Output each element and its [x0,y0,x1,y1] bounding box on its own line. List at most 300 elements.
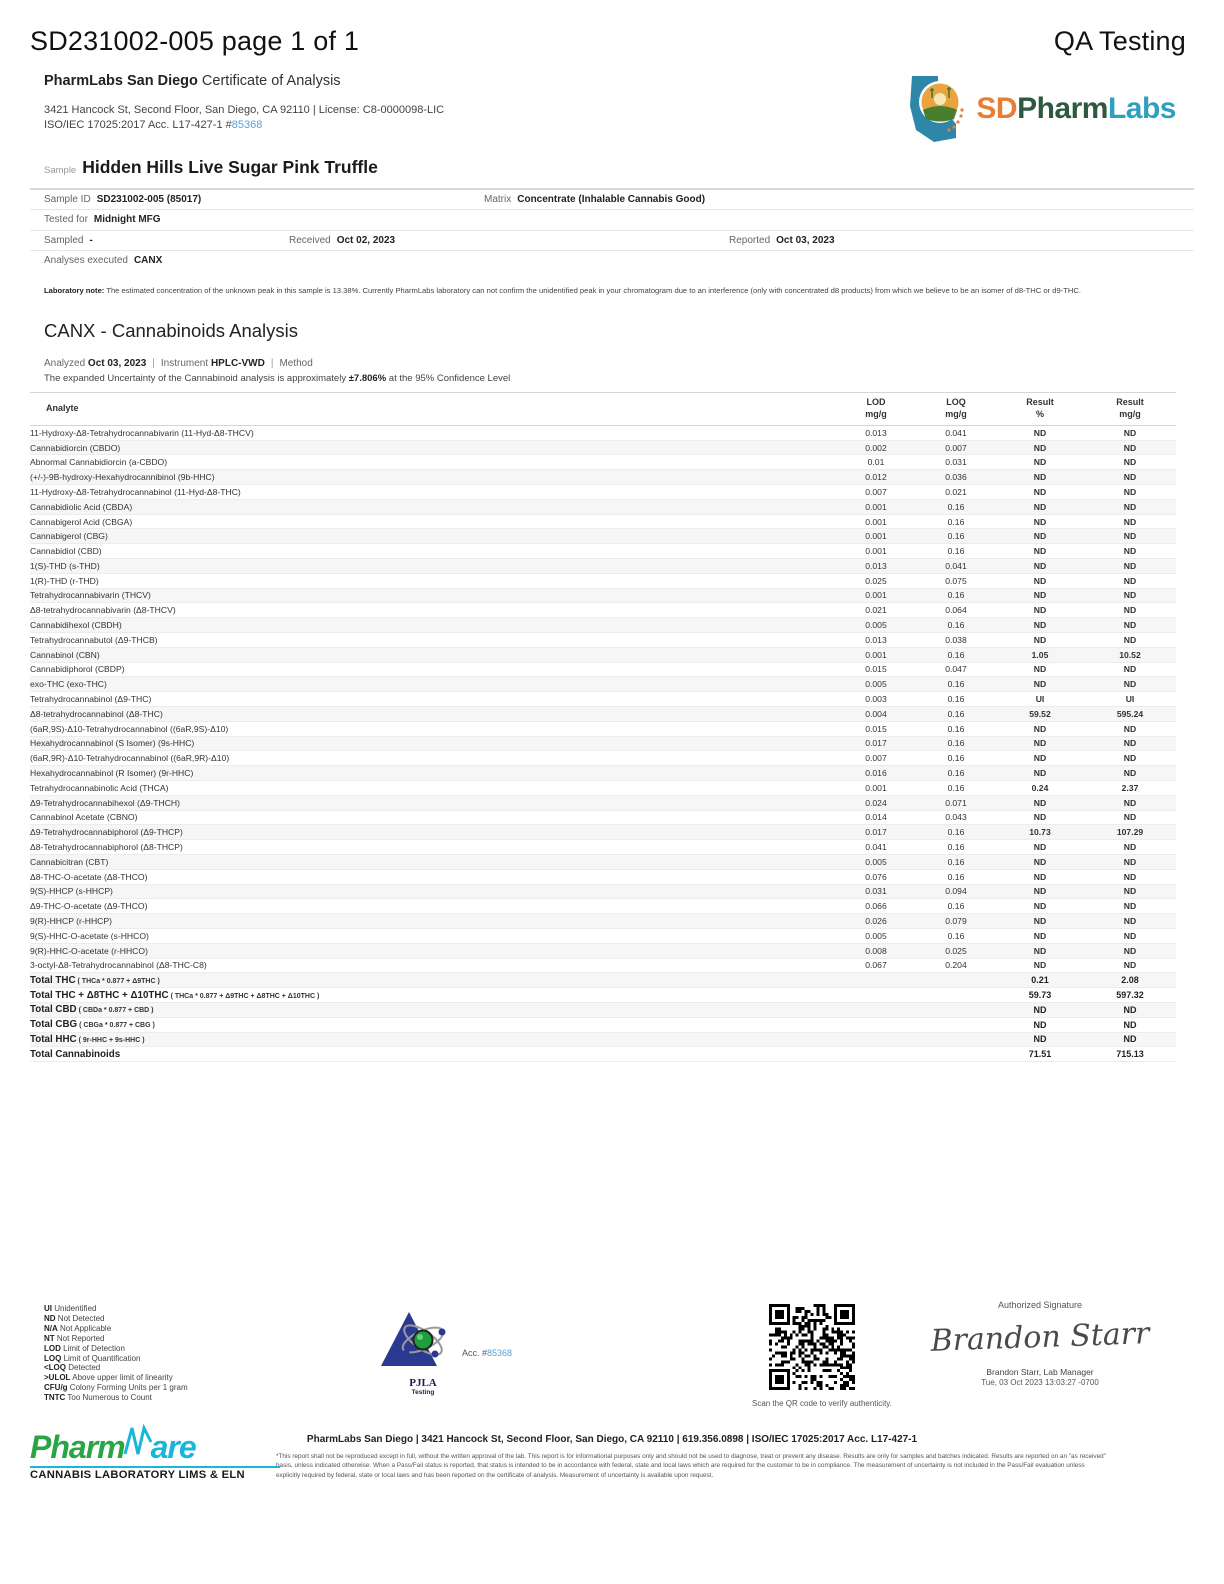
analyte-lod: 0.013 [836,559,916,574]
analyte-result-pct: ND [996,766,1084,781]
pharmware-pharm: Pharm [30,1429,125,1465]
total-label: Total CBG ( CBGa * 0.877 + CBG ) [30,1017,836,1032]
analyte-row [30,603,1176,618]
footer-disclaimer: *This report shall not be reproduced except in full, without the written approval of the lab. This report is for informational purposes only and should not be used to diagnose, treat or prevent any disease. Results are only for samples and batches indicated. Results are reported on an "as received" basis, unless indicated otherwise. When a Pass/Fail status is reported, that status is intended to be in accordance with federal, state and local laws which are required for the customer to be in compliance. The measurement of uncertainty is not included in the Pass/Fail evaluation unless explicitly required by federal, state or local laws and has been reported on the certificate of analysis. Measurement of uncertainty is available upon request. [276,1453,1106,1479]
info-row-4 [30,251,1194,271]
brand-pharm: Pharm [1017,92,1108,125]
analyte-result-pct: ND [996,884,1084,899]
analyte-loq: 0.16 [916,721,996,736]
analyte-result-pct: ND [996,721,1084,736]
analyte-result-mgg: 595.24 [1084,706,1176,721]
analyte-loq: 0.041 [916,425,996,440]
total-row [30,1047,1176,1062]
analyzed-date: Oct 03, 2023 [87,358,147,370]
analyte-result-pct: ND [996,840,1084,855]
analysis-meta: Analyzed Oct 03, 2023 | Instrument HPLC-VWD | Method [44,358,313,370]
laboratory-note [44,285,1144,296]
analyte-row [30,440,1176,455]
sampled-label: Sampled [44,234,84,246]
analyte-table-body [30,425,1176,1061]
analyte-loq: 0.16 [916,544,996,559]
analyte-lod: 0.024 [836,795,916,810]
analyte-lod: 0.016 [836,766,916,781]
analyte-result-mgg: 2.37 [1084,780,1176,795]
analyte-result-mgg: ND [1084,662,1176,677]
analyte-loq: 0.021 [916,485,996,500]
sample-label: Sample [44,164,77,176]
analyte-result-mgg: ND [1084,499,1176,514]
analyte-result-pct: ND [996,751,1084,766]
analyte-name: Cannabigerol Acid (CBGA) [30,514,836,529]
footer-lab-line: PharmLabs San Diego | 3421 Hancock St, Second Floor, San Diego, CA 92110 | 619.356.0898 | ISO/IEC 17025:2017 Acc. L17-427-1 [306,1434,918,1445]
legend-item: NT Not Reported [44,1333,105,1343]
info-row-1 [30,190,1194,211]
analyte-row [30,632,1176,647]
analyte-row [30,928,1176,943]
analyte-loq: 0.079 [916,914,996,929]
analyte-result-pct: ND [996,618,1084,633]
analyte-name: Δ8-tetrahydrocannabinol (Δ8-THC) [30,706,836,721]
analyte-row [30,914,1176,929]
analyte-name: Cannabigerol (CBG) [30,529,836,544]
header-lod: LOD mg/g [836,393,916,426]
total-result-mgg: ND [1084,1032,1176,1047]
analyte-row [30,899,1176,914]
total-label: Total HHC ( 9r-HHC + 9s-HHC ) [30,1032,836,1047]
total-result-mgg: ND [1084,1017,1176,1032]
lab-name: PharmLabs San Diego [44,73,198,89]
sample-name: Hidden Hills Live Sugar Pink Truffle [82,156,378,177]
analyte-result-mgg: ND [1084,751,1176,766]
pjla-acc-prefix: Acc. # [462,1348,488,1358]
pjla-acc-link[interactable]: 85368 [487,1348,513,1358]
analyte-result-pct: 0.24 [996,780,1084,795]
analyte-lod: 0.012 [836,470,916,485]
analyte-row [30,736,1176,751]
method-label: Method [279,358,313,370]
iso-prefix: ISO/IEC 17025:2017 Acc. L17-427-1 # [44,118,232,131]
analyte-name: Cannabinol Acetate (CBNO) [30,810,836,825]
analyte-name: Tetrahydrocannabutol (Δ9-THCB) [30,632,836,647]
analyte-loq: 0.075 [916,573,996,588]
signature-block [930,1300,1150,1387]
analyte-name: 11-Hydroxy-Δ8-Tetrahydrocannabivarin (11-Hyd-Δ8-THCV) [30,425,836,440]
analyte-result-pct: ND [996,425,1084,440]
analyte-result-mgg: ND [1084,958,1176,973]
legend-item: ND Not Detected [44,1313,105,1323]
analyte-row [30,810,1176,825]
analyte-name: Δ9-Tetrahydrocannabihexol (Δ9-THCH) [30,795,836,810]
analyte-loq: 0.16 [916,899,996,914]
analyte-name: 1(R)-THD (r-THD) [30,573,836,588]
analyte-result-pct: ND [996,499,1084,514]
analyte-loq: 0.16 [916,647,996,662]
analyte-result-pct: ND [996,914,1084,929]
analyte-name: exo-THC (exo-THC) [30,677,836,692]
uncertainty-value: ±7.806% [348,373,387,385]
analyte-row [30,529,1176,544]
document-header [0,0,1224,57]
analyte-result-mgg: 107.29 [1084,825,1176,840]
analyte-lod: 0.001 [836,529,916,544]
analyte-row [30,692,1176,707]
analyte-lod: 0.017 [836,825,916,840]
signature-handwriting: Brandon Starr [930,1316,1150,1359]
pjla-logo-icon [379,1310,467,1370]
analyte-result-pct: ND [996,632,1084,647]
analyte-result-mgg: ND [1084,766,1176,781]
analyte-row [30,618,1176,633]
analyte-name: 9(S)-HHCP (s-HHCP) [30,884,836,899]
total-row [30,1017,1176,1032]
analyte-name: Hexahydrocannabinol (R Isomer) (9r-HHC) [30,766,836,781]
analyte-loq: 0.16 [916,854,996,869]
analyte-result-pct: ND [996,810,1084,825]
analyte-row [30,958,1176,973]
analyte-name: (6aR,9R)-Δ10-Tetrahydrocannabinol ((6aR,9R)-Δ10) [30,751,836,766]
analyte-loq: 0.041 [916,559,996,574]
analyte-result-mgg: ND [1084,854,1176,869]
lab-address: 3421 Hancock St, Second Floor, San Diego, CA 92110 | License: C8-0000098-LIC [44,104,445,116]
info-row-3 [30,231,1194,252]
authorized-signature-label: Authorized Signature [997,1300,1083,1310]
total-row [30,988,1176,1003]
laboratory-note-text: The estimated concentration of the unknown peak in this sample is 13.38%. Currently PharmLabs laboratory can not confirm the unidentified peak in your chromatogram due to an interference (only with concentrated d8 products) from which we believe to be an isomer of d8-THC or d9-THC. [104,285,1081,295]
legend-item: TNTC Too Numerous to Count [44,1393,152,1403]
analyte-result-mgg: ND [1084,632,1176,647]
received-label: Received [289,234,331,246]
total-row [30,1002,1176,1017]
analyte-name: 11-Hydroxy-Δ8-Tetrahydrocannabinol (11-Hyd-Δ8-THC) [30,485,836,500]
analyte-lod: 0.001 [836,588,916,603]
analyte-name: 3-octyl-Δ8-Tetrahydrocannabinol (Δ8-THC-C8) [30,958,836,973]
instrument-value: HPLC-VWD [210,358,265,370]
analyte-row [30,869,1176,884]
analyte-loq: 0.043 [916,810,996,825]
analyte-result-mgg: ND [1084,928,1176,943]
analyte-lod: 0.007 [836,485,916,500]
info-row-2 [30,210,1194,231]
brand-wordmark [976,92,1176,126]
analyte-result-mgg: ND [1084,914,1176,929]
analyte-result-pct: ND [996,529,1084,544]
analyte-result-pct: ND [996,677,1084,692]
analyte-result-mgg: ND [1084,869,1176,884]
total-lod [836,1032,916,1047]
analyte-lod: 0.005 [836,677,916,692]
analyte-result-mgg: ND [1084,795,1176,810]
analyte-row [30,470,1176,485]
reported-label: Reported [729,234,771,246]
qr-verification [752,1304,892,1408]
total-result-mgg: 597.32 [1084,988,1176,1003]
sample-id-label: Sample ID [44,193,91,205]
analyte-loq: 0.16 [916,869,996,884]
analyte-result-mgg: ND [1084,588,1176,603]
analyte-loq: 0.16 [916,514,996,529]
total-loq [916,1032,996,1047]
legend-item: LOQ Limit of Quantification [44,1353,141,1363]
analyte-loq: 0.16 [916,751,996,766]
legend-item: UI Unidentified [44,1304,97,1313]
pjla-accreditation-number [462,1348,512,1358]
analyte-row [30,662,1176,677]
analyte-lod: 0.013 [836,425,916,440]
analyses-label: Analyses executed [44,255,128,267]
analyte-row [30,840,1176,855]
analyte-lod: 0.005 [836,928,916,943]
matrix-value: Concentrate (Inhalable Cannabis Good) [517,193,706,205]
analyte-loq: 0.047 [916,662,996,677]
analyte-row [30,854,1176,869]
total-result-pct: 71.51 [996,1047,1084,1062]
total-row [30,973,1176,988]
analyte-result-pct: ND [996,869,1084,884]
total-result-pct: ND [996,1017,1084,1032]
analyte-loq: 0.16 [916,766,996,781]
total-label: Total CBD ( CBDa * 0.877 + CBD ) [30,1002,836,1017]
brand-sd: SD [976,92,1018,125]
analyte-result-mgg: ND [1084,943,1176,958]
brand-labs: Labs [1107,92,1176,125]
analyte-lod: 0.005 [836,854,916,869]
analyte-name: Tetrahydrocannabivarin (THCV) [30,588,836,603]
sample-info-table [30,188,1194,271]
analyte-result-mgg: ND [1084,529,1176,544]
analyte-loq: 0.16 [916,677,996,692]
pharmware-ware: are [150,1429,196,1465]
total-label: Total THC ( THCa * 0.877 + Δ9THC ) [30,973,836,988]
analyte-lod: 0.067 [836,958,916,973]
total-lod [836,973,916,988]
analyte-lod: 0.025 [836,573,916,588]
analyte-row [30,825,1176,840]
legend-item: LOD Limit of Detection [44,1343,125,1353]
analyte-loq: 0.204 [916,958,996,973]
accreditation-link[interactable]: 85368 [231,118,263,131]
analyte-row [30,795,1176,810]
instrument-label: Instrument [160,358,211,370]
total-loq [916,1017,996,1032]
analyte-lod: 0.005 [836,618,916,633]
analyte-result-pct: ND [996,662,1084,677]
analyses-value: CANX [133,255,163,267]
analyte-loq: 0.036 [916,470,996,485]
total-result-pct: 0.21 [996,973,1084,988]
signature-date: Tue, 03 Oct 2023 13:03:27 -0700 [981,1378,1099,1387]
analyte-row [30,677,1176,692]
total-lod [836,988,916,1003]
analyte-result-pct: ND [996,573,1084,588]
analyte-row [30,588,1176,603]
analyte-name: 9(R)-HHCP (r-HHCP) [30,914,836,929]
analyte-result-pct: ND [996,899,1084,914]
analyte-name: Tetrahydrocannabinol (Δ9-THC) [30,692,836,707]
analyte-result-pct: ND [996,544,1084,559]
header-analyte: Analyte [30,393,836,426]
analyte-lod: 0.001 [836,514,916,529]
legend-item: >ULOL Above upper limit of linearity [44,1373,173,1383]
analyte-name: (6aR,9S)-Δ10-Tetrahydrocannabinol ((6aR,9S)-Δ10) [30,721,836,736]
analyte-result-mgg: ND [1084,485,1176,500]
sdpharmlabs-logo [904,72,1176,146]
analyte-result-mgg: ND [1084,618,1176,633]
analyte-lod: 0.008 [836,943,916,958]
analyte-row [30,544,1176,559]
uncertainty-pre: The expanded Uncertainty of the Cannabinoid analysis is approximately [44,373,349,385]
analyte-result-pct: ND [996,795,1084,810]
analyte-name: Cannabicitran (CBT) [30,854,836,869]
total-label: Total THC + Δ8THC + Δ10THC ( THCa * 0.877 + Δ9THC + Δ8THC + Δ10THC ) [30,988,836,1003]
analyte-result-mgg: ND [1084,603,1176,618]
analyte-row [30,499,1176,514]
analyte-loq: 0.16 [916,928,996,943]
analyte-result-mgg: ND [1084,810,1176,825]
analyte-result-pct: ND [996,928,1084,943]
analyte-loq: 0.16 [916,618,996,633]
analyte-loq: 0.064 [916,603,996,618]
analyte-row [30,780,1176,795]
analyte-result-mgg: ND [1084,514,1176,529]
total-loq [916,973,996,988]
analyte-name: 9(R)-HHC-O-acetate (r-HHCO) [30,943,836,958]
pjla-name: PJLA [409,1377,437,1389]
tested-for-label: Tested for [44,214,88,226]
analyte-result-pct: ND [996,603,1084,618]
tested-for-value: Midnight MFG [93,214,161,226]
reported-value: Oct 03, 2023 [776,234,835,246]
analyte-name: Cannabidihexol (CBDH) [30,618,836,633]
analyte-row [30,455,1176,470]
analyte-loq: 0.094 [916,884,996,899]
qr-caption: Scan the QR code to verify authenticity. [752,1399,892,1408]
analyte-loq: 0.16 [916,840,996,855]
analyte-result-mgg: ND [1084,425,1176,440]
sampled-value: - [89,234,93,246]
analyte-lod: 0.066 [836,899,916,914]
analyte-loq: 0.071 [916,795,996,810]
legend-item: CFU/g Colony Forming Units per 1 gram [44,1383,188,1393]
total-loq [916,1047,996,1062]
analyte-lod: 0.031 [836,884,916,899]
analyte-loq: 0.16 [916,825,996,840]
analyte-lod: 0.001 [836,499,916,514]
analyte-loq: 0.007 [916,440,996,455]
analyte-result-pct: ND [996,470,1084,485]
total-lod [836,1002,916,1017]
analyte-loq: 0.038 [916,632,996,647]
analyte-name: 9(S)-HHC-O-acetate (s-HHCO) [30,928,836,943]
analyte-result-pct: ND [996,559,1084,574]
uncertainty-statement [44,373,1224,384]
analyte-lod: 0.004 [836,706,916,721]
analyte-loq: 0.16 [916,692,996,707]
analyte-lod: 0.003 [836,692,916,707]
analyte-result-pct: ND [996,958,1084,973]
analyte-name: Cannabidiorcin (CBDO) [30,440,836,455]
analyte-result-mgg: ND [1084,677,1176,692]
analyte-lod: 0.013 [836,632,916,647]
analyte-lod: 0.015 [836,721,916,736]
analyte-result-pct: ND [996,736,1084,751]
sample-id-value: SD231002-005 (85017) [96,193,202,205]
analyte-row [30,573,1176,588]
analyte-loq: 0.16 [916,706,996,721]
analyte-result-mgg: ND [1084,721,1176,736]
analyte-name: Cannabinol (CBN) [30,647,836,662]
analyte-name: Δ9-THC-O-acetate (Δ9-THCO) [30,899,836,914]
header-loq: LOQ mg/g [916,393,996,426]
analyte-loq: 0.16 [916,588,996,603]
analyte-loq: 0.031 [916,455,996,470]
analyte-name: Δ8-THC-O-acetate (Δ8-THCO) [30,869,836,884]
analyte-lod: 0.01 [836,455,916,470]
analyte-name: Tetrahydrocannabinolic Acid (THCA) [30,780,836,795]
analyte-name: Cannabidiolic Acid (CBDA) [30,499,836,514]
analyte-lod: 0.041 [836,840,916,855]
analyte-lod: 0.015 [836,662,916,677]
analyte-row [30,884,1176,899]
total-loq [916,1002,996,1017]
total-label: Total Cannabinoids [30,1047,836,1062]
analyte-loq: 0.16 [916,780,996,795]
qa-testing-label: QA Testing [1053,26,1186,56]
analyte-name: Δ8-tetrahydrocannabivarin (Δ8-THCV) [30,603,836,618]
total-result-mgg: 715.13 [1084,1047,1176,1062]
document-footer [0,1296,1224,1584]
header-result-pct: Result % [996,393,1084,426]
analyte-name: Abnormal Cannabidiorcin (a-CBDO) [30,455,836,470]
total-lod [836,1017,916,1032]
analyte-lod: 0.001 [836,780,916,795]
analyte-name: Cannabidiphorol (CBDP) [30,662,836,677]
analyte-result-mgg: ND [1084,573,1176,588]
analyte-row [30,751,1176,766]
abbreviation-legend [44,1304,188,1403]
total-result-mgg: 2.08 [1084,973,1176,988]
analyte-row [30,485,1176,500]
analyte-name: 1(S)-THD (s-THD) [30,559,836,574]
analyte-row [30,559,1176,574]
analyte-lod: 0.001 [836,647,916,662]
total-result-pct: ND [996,1002,1084,1017]
analyte-result-pct: 59.52 [996,706,1084,721]
analyte-lod: 0.007 [836,751,916,766]
analyte-row [30,943,1176,958]
analyte-lod: 0.021 [836,603,916,618]
analyte-row [30,514,1176,529]
analyte-name: Hexahydrocannabinol (S Isomer) (9s-HHC) [30,736,836,751]
analyte-result-mgg: UI [1084,692,1176,707]
analyzed-label: Analyzed [44,358,88,370]
qr-code [769,1304,855,1390]
analyte-result-pct: ND [996,854,1084,869]
total-result-pct: ND [996,1032,1084,1047]
header-result-mgg: Result mg/g [1084,393,1176,426]
matrix-label: Matrix [484,193,512,205]
analyte-loq: 0.16 [916,736,996,751]
total-loq [916,988,996,1003]
analyte-result-pct: ND [996,440,1084,455]
pjla-sub: Testing [411,1389,435,1396]
analyte-name: Cannabidiol (CBD) [30,544,836,559]
analyte-result-pct: ND [996,514,1084,529]
analyte-result-mgg: ND [1084,440,1176,455]
analyte-loq: 0.16 [916,499,996,514]
cannabinoid-results-table [30,392,1176,1062]
analyte-loq: 0.025 [916,943,996,958]
analyte-result-mgg: ND [1084,736,1176,751]
